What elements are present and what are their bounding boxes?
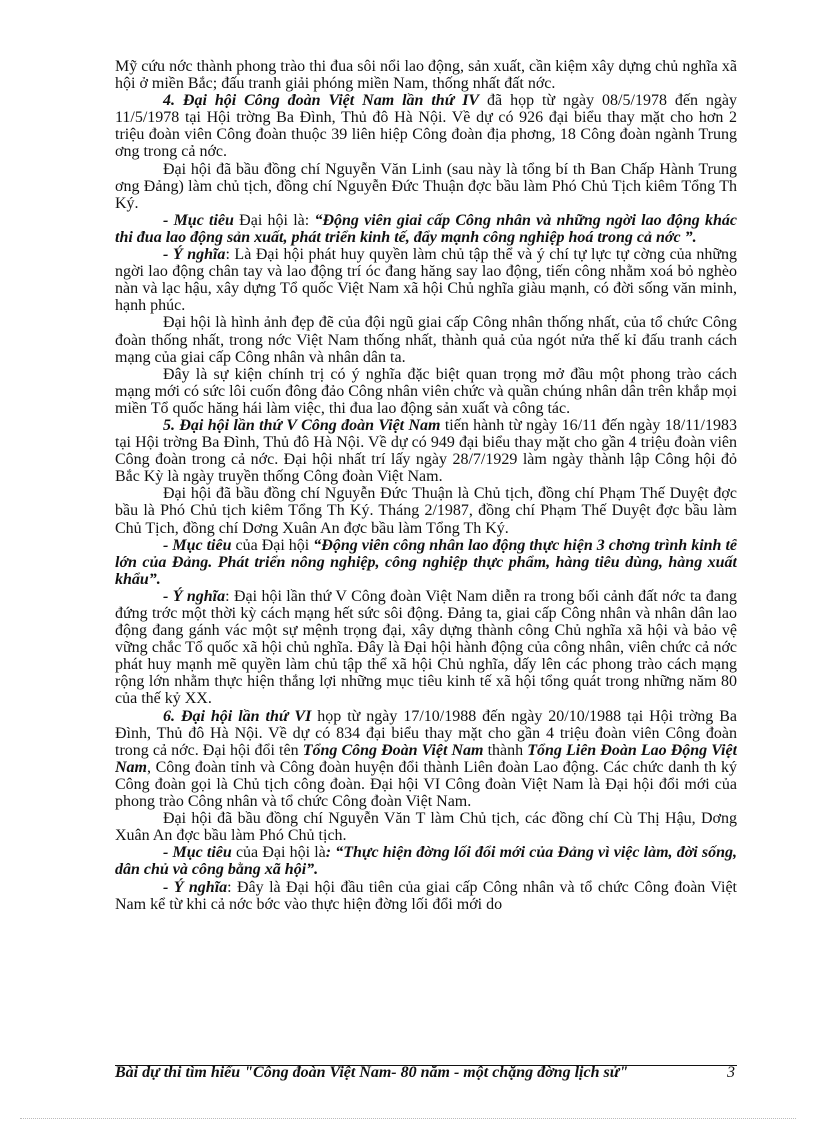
- body-text: Mỹ cứu nớc thành phong trào thi đua sôi nổi lao động, sản xuất, cần kiệm xây dựng chủ nghĩa xã hội ở miền Bắc; đấu tranh giải phóng miền Nam, thống nhất đất nớc.: [115, 58, 737, 93]
- emphasized-text: Tổng Công Đoàn Việt Nam: [302, 741, 484, 759]
- emphasized-text: : “Thực hiện đờng lối đổi mới của Đảng vì việc làm, đời sống, dân chủ và công bằng xã hội”.: [115, 844, 737, 879]
- paragraph: [115, 537, 737, 588]
- paragraph: [115, 212, 737, 246]
- emphasized-text: - Ý nghĩa: [163, 246, 226, 264]
- body-text: của Đại hội là: [231, 844, 326, 862]
- page-footer: [115, 1064, 737, 1082]
- paragraph: [115, 417, 737, 485]
- emphasized-text: - Ý nghĩa: [163, 587, 226, 605]
- paragraph: [115, 314, 737, 365]
- paragraph: [115, 844, 737, 878]
- emphasized-text: - Mục tiêu: [163, 844, 232, 862]
- body-text: tiến hành từ ngày 16/11 đến ngày 18/11/1983 tại Hội trờng Ba Đình, Thủ đô Hà Nội. Về dự có 949 đại biểu thay mặt cho gần 4 triệu đoàn viên Công đoàn trong cả nớc. Đại hội nhất trí lấy ngày 28/7/1929 làm ngày thành lập Công hội đỏ Bắc Kỳ là ngày truyền thống Công đoàn Việt Nam.: [115, 416, 737, 486]
- emphasized-text: 5. Đại hội lần thứ V Công đoàn Việt Nam: [163, 416, 441, 434]
- body-text: , Công đoàn tỉnh và Công đoàn huyện đổi thành Liên đoàn Lao động. Các chức danh th ký Công đoàn gọi là Chủ tịch công đoàn. Đại hội VI Công đoàn Việt Nam là Đại hội đổi mới của phong trào Công nhân và tổ chức Công đoàn Việt Nam.: [115, 758, 737, 811]
- document-body: [115, 58, 737, 1068]
- body-text: thành: [483, 741, 528, 759]
- emphasized-text: - Mục tiêu: [163, 536, 232, 554]
- emphasized-text: 4. Đại hội Công đoàn Việt Nam lần thứ IV: [163, 92, 480, 110]
- footer-title: Bài dự thi tìm hiểu "Công đoàn Việt Nam- 80 năm - một chặng đờng lịch sử": [115, 1064, 629, 1081]
- paragraph: [115, 810, 737, 844]
- paragraph: [115, 161, 737, 212]
- emphasized-text: Tổng Liên Đoàn Lao Động Việt Nam: [115, 741, 737, 776]
- paragraph: [115, 879, 737, 913]
- body-text: Đây là sự kiện chính trị có ý nghĩa đặc biệt quan trọng mở đầu một phong trào cách mạng mới có sức lôi cuốn đông đảo Công nhân viên chức và quần chúng nhân dân trên khắp mọi miền Tổ quốc hăng hái làm việc, thi đua lao động sản xuất và công tác.: [115, 365, 737, 417]
- body-text: Đại hội đã bầu đồng chí Nguyễn Đức Thuận là Chủ tịch, đồng chí Phạm Thế Duyệt đợc bầu là Phó Chủ tịch kiêm Tổng Th Ký. Tháng 2/1987, đồng chí Phạm Thế Duyệt đợc bầu làm Chủ Tịch, đồng chí Dơng Xuân An đợc bầu làm Tổng Th Ký.: [115, 485, 737, 537]
- paragraph: [115, 246, 737, 314]
- paragraph: [115, 588, 737, 708]
- emphasized-text: “Động viên giai cấp Công nhân và những ngời lao động khác thi đua lao động sản xuất, phát triển kinh tế, đẩy mạnh công nghiệp hoá trong cả nớc ”.: [115, 211, 737, 246]
- body-text: Đại hội đã bầu đồng chí Nguyễn Văn Linh (sau này là tổng bí th Ban Chấp Hành Trung ơng Đảng) làm chủ tịch, đồng chí Nguyễn Đức Thuận đợc bầu làm Phó Chủ Tịch kiêm Tổng Th Ký.: [115, 160, 737, 212]
- paragraph: [115, 92, 737, 160]
- body-text: Đại hội đã bầu đồng chí Nguyễn Văn T làm Chủ tịch, các đồng chí Cù Thị Hậu, Dơng Xuân An đợc bầu làm Phó Chủ tịch.: [115, 810, 737, 845]
- paragraph: [115, 485, 737, 536]
- paragraph: [115, 58, 737, 92]
- emphasized-text: - Mục tiêu: [163, 211, 234, 229]
- paragraph: [115, 708, 737, 811]
- emphasized-text: “Động viên công nhân lao động thực hiện 3 chơng trình kinh tế lớn của Đảng. Phát triển nông nghiệp, công nghiệp thực phẩm, hàng tiêu dùng, hàng xuất khẩu”.: [115, 536, 737, 588]
- paragraph: [115, 366, 737, 417]
- body-text: đã họp từ ngày 08/5/1978 đến ngày 11/5/1978 tại Hội trờng Ba Đình, Thủ đô Hà Nội. Về dự có 926 đại biểu thay mặt cho hơn 2 triệu đoàn viên Công đoàn thuộc 39 liên hiệp Công đoàn địa phơng, 18 Công đoàn ngành Trung ơng trong cả nớc.: [115, 92, 737, 161]
- body-text: : Là Đại hội phát huy quyền làm chủ tập thể và ý chí tự lực tự cờng của những ngời lao động chân tay và lao động trí óc đang hăng say lao động, tiến công nhằm xoá bỏ nghèo nàn và lạc hậu, xây dựng Tổ quốc Việt Nam xã hội Chủ nghĩa giàu mạnh, có đời sống văn minh, hạnh phúc.: [115, 246, 737, 315]
- page-number: 3: [727, 1064, 735, 1081]
- body-text: : Đại hội lần thứ V Công đoàn Việt Nam diễn ra trong bối cảnh đất nớc ta đang đứng trớc một thời kỳ cách mạng hết sức sôi động. Đảng ta, giai cấp Công nhân và nhân dân lao động đang gánh vác một sự mệnh trọng đại, xây dựng thành công Chủ nghĩa xã hội và bảo vệ vững chắc Tổ quốc xã hội chủ nghĩa. Đây là Đại hội hành động của công nhân, viên chức cả nớc phát huy mạnh mẽ quyền làm chủ tập thể xã hội Chủ nghĩa, dấy lên các phong trào cách mạng rộng lớn nhằm thực hiện thắng lợi những mục tiêu kinh tế xã hội tổng quát trong những năm 80 của thế kỷ XX.: [115, 587, 737, 708]
- body-text: : Đây là Đại hội đầu tiên của giai cấp Công nhân và tổ chức Công đoàn Việt Nam kể từ khi cả nớc bớc vào thực hiện đờng lối đổi mới do: [115, 878, 737, 913]
- emphasized-text: - Ý nghĩa: [163, 878, 228, 896]
- body-text: họp từ ngày 17/10/1988 đến ngày 20/10/1988 tại Hội trờng Ba Đình, Thủ đô Hà Nội. Về dự có 834 đại biểu thay mặt cho gần 4 triệu đoàn viên Công đoàn trong cả nớc. Đại hội đổi tên: [115, 707, 737, 759]
- page-bottom-dotted-line: [20, 1118, 796, 1119]
- body-text: của Đại hội: [231, 536, 314, 554]
- body-text: Đại hội là hình ảnh đẹp đẽ của đội ngũ giai cấp Công nhân thống nhất, của tổ chức Công đoàn thống nhất, trong nớc Việt Nam thống nhất, thành quả của ngót nửa thế kỉ đấu tranh cách mạng của giai cấp Công nhân và nhân dân ta.: [115, 314, 737, 366]
- emphasized-text: 6. Đại hội lần thứ VI: [163, 707, 312, 725]
- body-text: Đại hội là:: [233, 211, 315, 229]
